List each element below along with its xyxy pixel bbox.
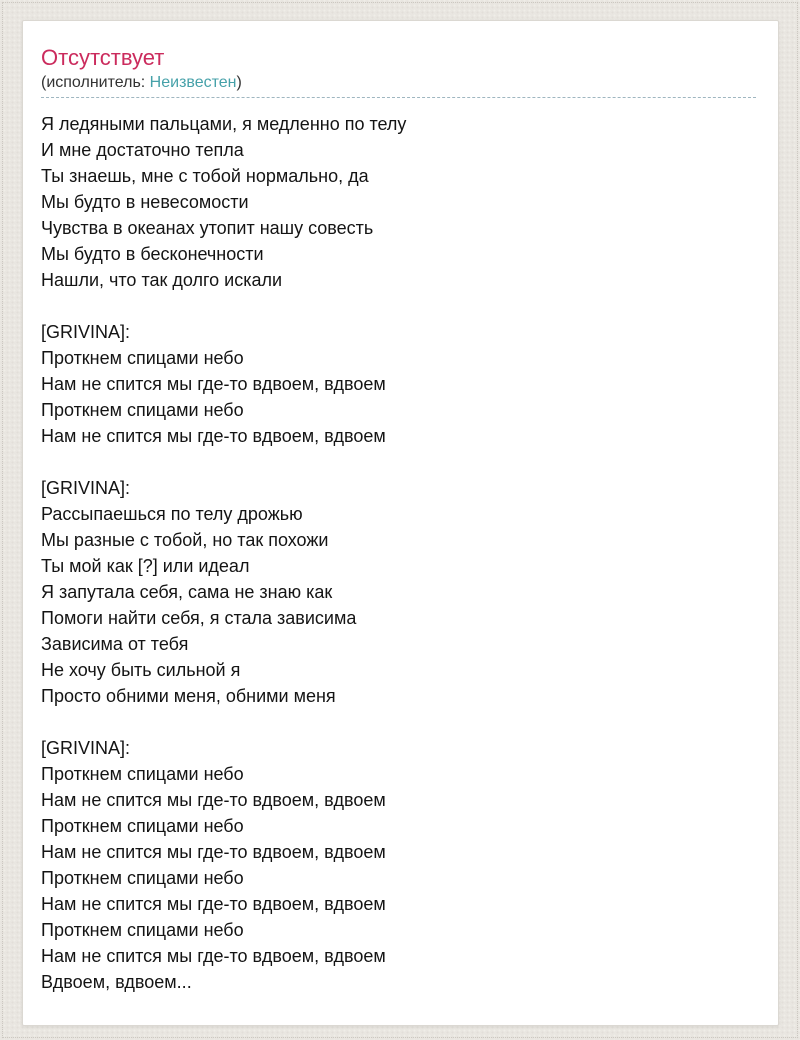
lyric-line: Вдвоем, вдвоем... <box>41 972 192 992</box>
lyric-line: Помоги найти себя, я стала зависима <box>41 608 357 628</box>
lyric-line: Нашли, что так долго искали <box>41 270 283 290</box>
verse-tag: [GRIVINA]: <box>41 738 131 758</box>
lyric-line: Я ледяными пальцами, я медленно по телу <box>41 114 407 134</box>
lyric-line: Нам не спится мы где-то вдвоем, вдвоем <box>41 374 386 394</box>
artist-suffix: ) <box>236 74 242 91</box>
lyrics-card <box>22 20 779 1026</box>
lyric-line: Ты знаешь, мне с тобой нормально, да <box>41 166 369 186</box>
lyric-line: Проткнем спицами небо <box>41 400 244 420</box>
verse-3 <box>41 475 756 709</box>
lyric-line: Нам не спится мы где-то вдвоем, вдвоем <box>41 426 386 446</box>
verse-2 <box>41 319 756 449</box>
lyric-line: Рассыпаешься по телу дрожью <box>41 504 303 524</box>
lyric-line: Проткнем спицами небо <box>41 348 244 368</box>
song-header <box>41 45 756 98</box>
lyric-line: И мне достаточно тепла <box>41 140 244 160</box>
lyric-line: Проткнем спицами небо <box>41 868 244 888</box>
artist-prefix: (исполнитель: <box>41 74 150 91</box>
lyric-line: Проткнем спицами небо <box>41 920 244 940</box>
lyric-line: Я запутала себя, сама не знаю как <box>41 582 333 602</box>
lyric-line: Нам не спится мы где-то вдвоем, вдвоем <box>41 946 386 966</box>
lyric-line: Нам не спится мы где-то вдвоем, вдвоем <box>41 790 386 810</box>
lyric-line: Чувства в океанах утопит нашу совесть <box>41 218 374 238</box>
verse-1 <box>41 111 756 293</box>
lyric-line: Нам не спится мы где-то вдвоем, вдвоем <box>41 842 386 862</box>
lyric-line: Проткнем спицами небо <box>41 816 244 836</box>
lyrics-text <box>41 111 756 995</box>
artist-link[interactable]: Неизвестен <box>149 74 237 91</box>
song-title: Отсутствует <box>41 45 165 70</box>
artist-line <box>41 73 756 92</box>
lyric-line: Зависима от тебя <box>41 634 189 654</box>
lyric-line: Проткнем спицами небо <box>41 764 244 784</box>
lyric-line: Ты мой как [?] или идеал <box>41 556 250 576</box>
lyric-line: Мы будто в бесконечности <box>41 244 264 264</box>
verse-tag: [GRIVINA]: <box>41 478 131 498</box>
lyric-line: Мы будто в невесомости <box>41 192 249 212</box>
lyric-line: Просто обними меня, обними меня <box>41 686 336 706</box>
lyric-line: Нам не спится мы где-то вдвоем, вдвоем <box>41 894 386 914</box>
lyric-line: Мы разные с тобой, но так похожи <box>41 530 329 550</box>
lyric-line: Не хочу быть сильной я <box>41 660 241 680</box>
verse-4 <box>41 735 756 995</box>
verse-tag: [GRIVINA]: <box>41 322 131 342</box>
